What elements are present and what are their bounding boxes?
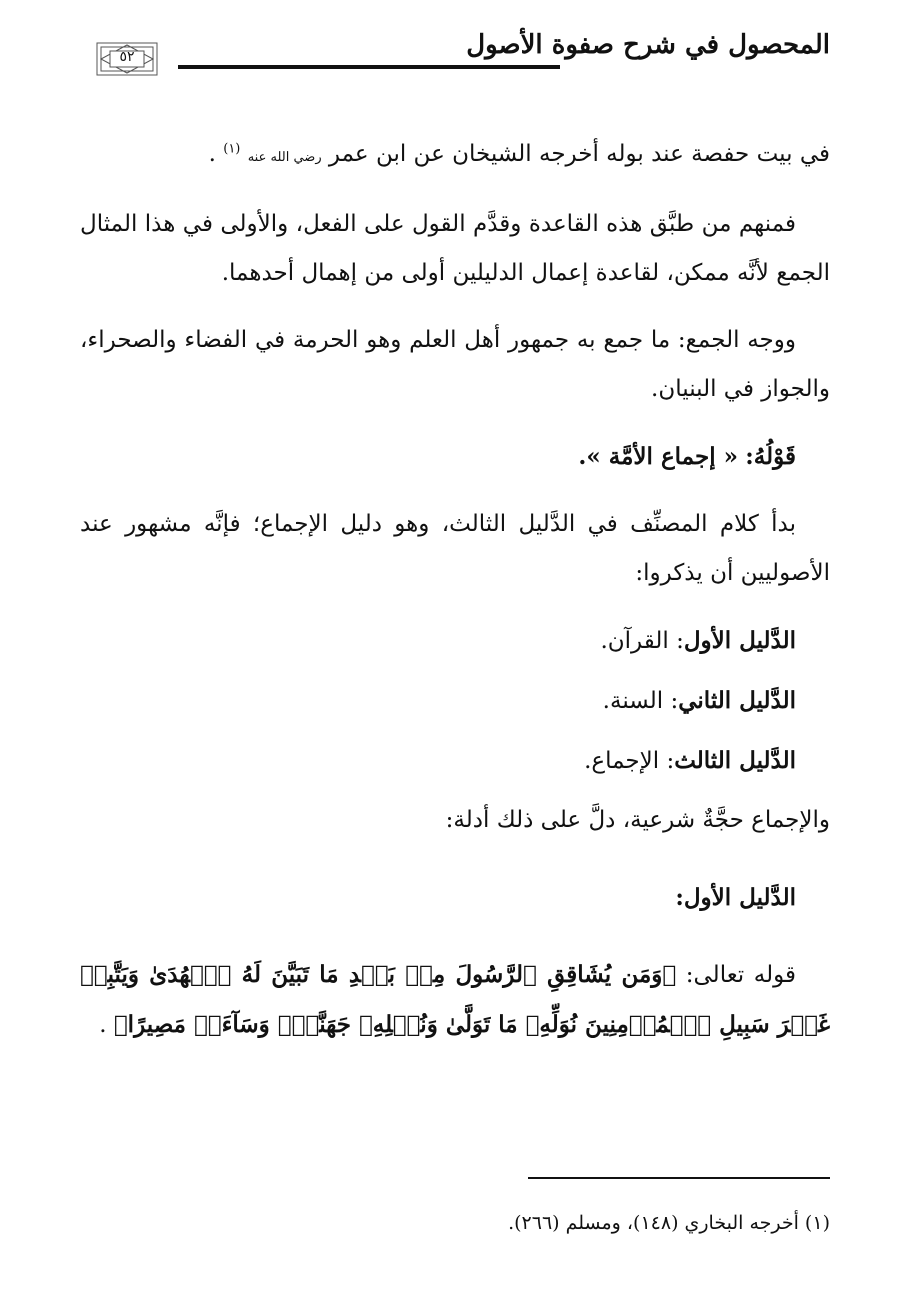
paragraph-1-text: في بيت حفصة عند بوله أخرجه الشيخان عن ابن عمر <box>328 141 830 167</box>
paragraph-3: ووجه الجمع: ما جمع به جمهور أهل العلم وهو الحرمة في الفضاء والصحراء، والجواز في البنيان. <box>80 327 830 402</box>
book-title: المحصول في شرح صفوة الأصول <box>466 30 830 60</box>
quote-text: « إجماع الأمَّة ». <box>578 443 738 470</box>
paragraph-1-end: . <box>208 141 216 167</box>
paragraph-6: والإجماع حجَّةٌ شرعية، دلَّ على ذلك أدلة: <box>445 807 830 833</box>
footnote-rule <box>528 1177 830 1179</box>
list-item-value: : السنة. <box>602 688 679 714</box>
list-item-label: الدَّليل الثالث <box>674 747 796 774</box>
footnote: (١) أخرجه البخاري (١٤٨)، ومسلم (٢٦٦). <box>508 1212 830 1234</box>
quran-verse-paragraph <box>80 950 830 1050</box>
verse-lead: قوله تعالى: <box>676 962 796 988</box>
page-number-badge <box>96 42 158 76</box>
page-number: ٥٢ <box>119 49 135 65</box>
quote-lead: قَوْلُهُ: <box>745 443 796 470</box>
list-item-label: الدَّليل الثاني <box>678 687 796 714</box>
paragraph-5: بدأ كلام المصنِّف في الدَّليل الثالث، وهو دليل الإجماع؛ فإنَّه مشهور عند الأصوليين أن يذكروا: <box>80 511 830 586</box>
quran-verse: ﴿وَمَن يُشَاقِقِ ٱلرَّسُولَ مِنۢ بَعۡدِ مَا تَبَيَّنَ لَهُ ٱلۡهُدَىٰ وَيَتَّبِعۡ غَيۡرَ سَبِيلِ ٱلۡمُؤۡمِنِينَ نُوَلِّهِۦ مَا تَوَلَّىٰ وَنُصۡلِهِۦ جَهَنَّمَۖ وَسَآءَتۡ مَصِيرًا﴾ <box>80 961 830 1038</box>
quote-heading <box>80 432 830 482</box>
section-heading: الدَّليل الأول: <box>675 884 796 911</box>
list-item <box>80 736 830 786</box>
verse-end: . <box>99 1012 107 1038</box>
list-item-label: الدَّليل الأول <box>683 627 796 654</box>
list-item-value: : القرآن. <box>600 628 684 654</box>
header-rule <box>178 65 560 69</box>
footnote-reference: (١) <box>223 141 241 157</box>
list-item <box>80 676 830 726</box>
list-item <box>80 616 830 666</box>
list-item-value: : الإجماع. <box>584 748 675 774</box>
main-text <box>80 130 830 1068</box>
paragraph-2: فمنهم من طبَّق هذه القاعدة وقدَّم القول على الفعل، والأولى في هذا المثال الجمع لأنَّه ممكن، لقاعدة إعمال الدليلين أولى من إهمال أحدهما. <box>80 211 830 286</box>
paragraph-1 <box>80 130 830 182</box>
honorific-text: رضي الله عنه <box>247 150 322 165</box>
